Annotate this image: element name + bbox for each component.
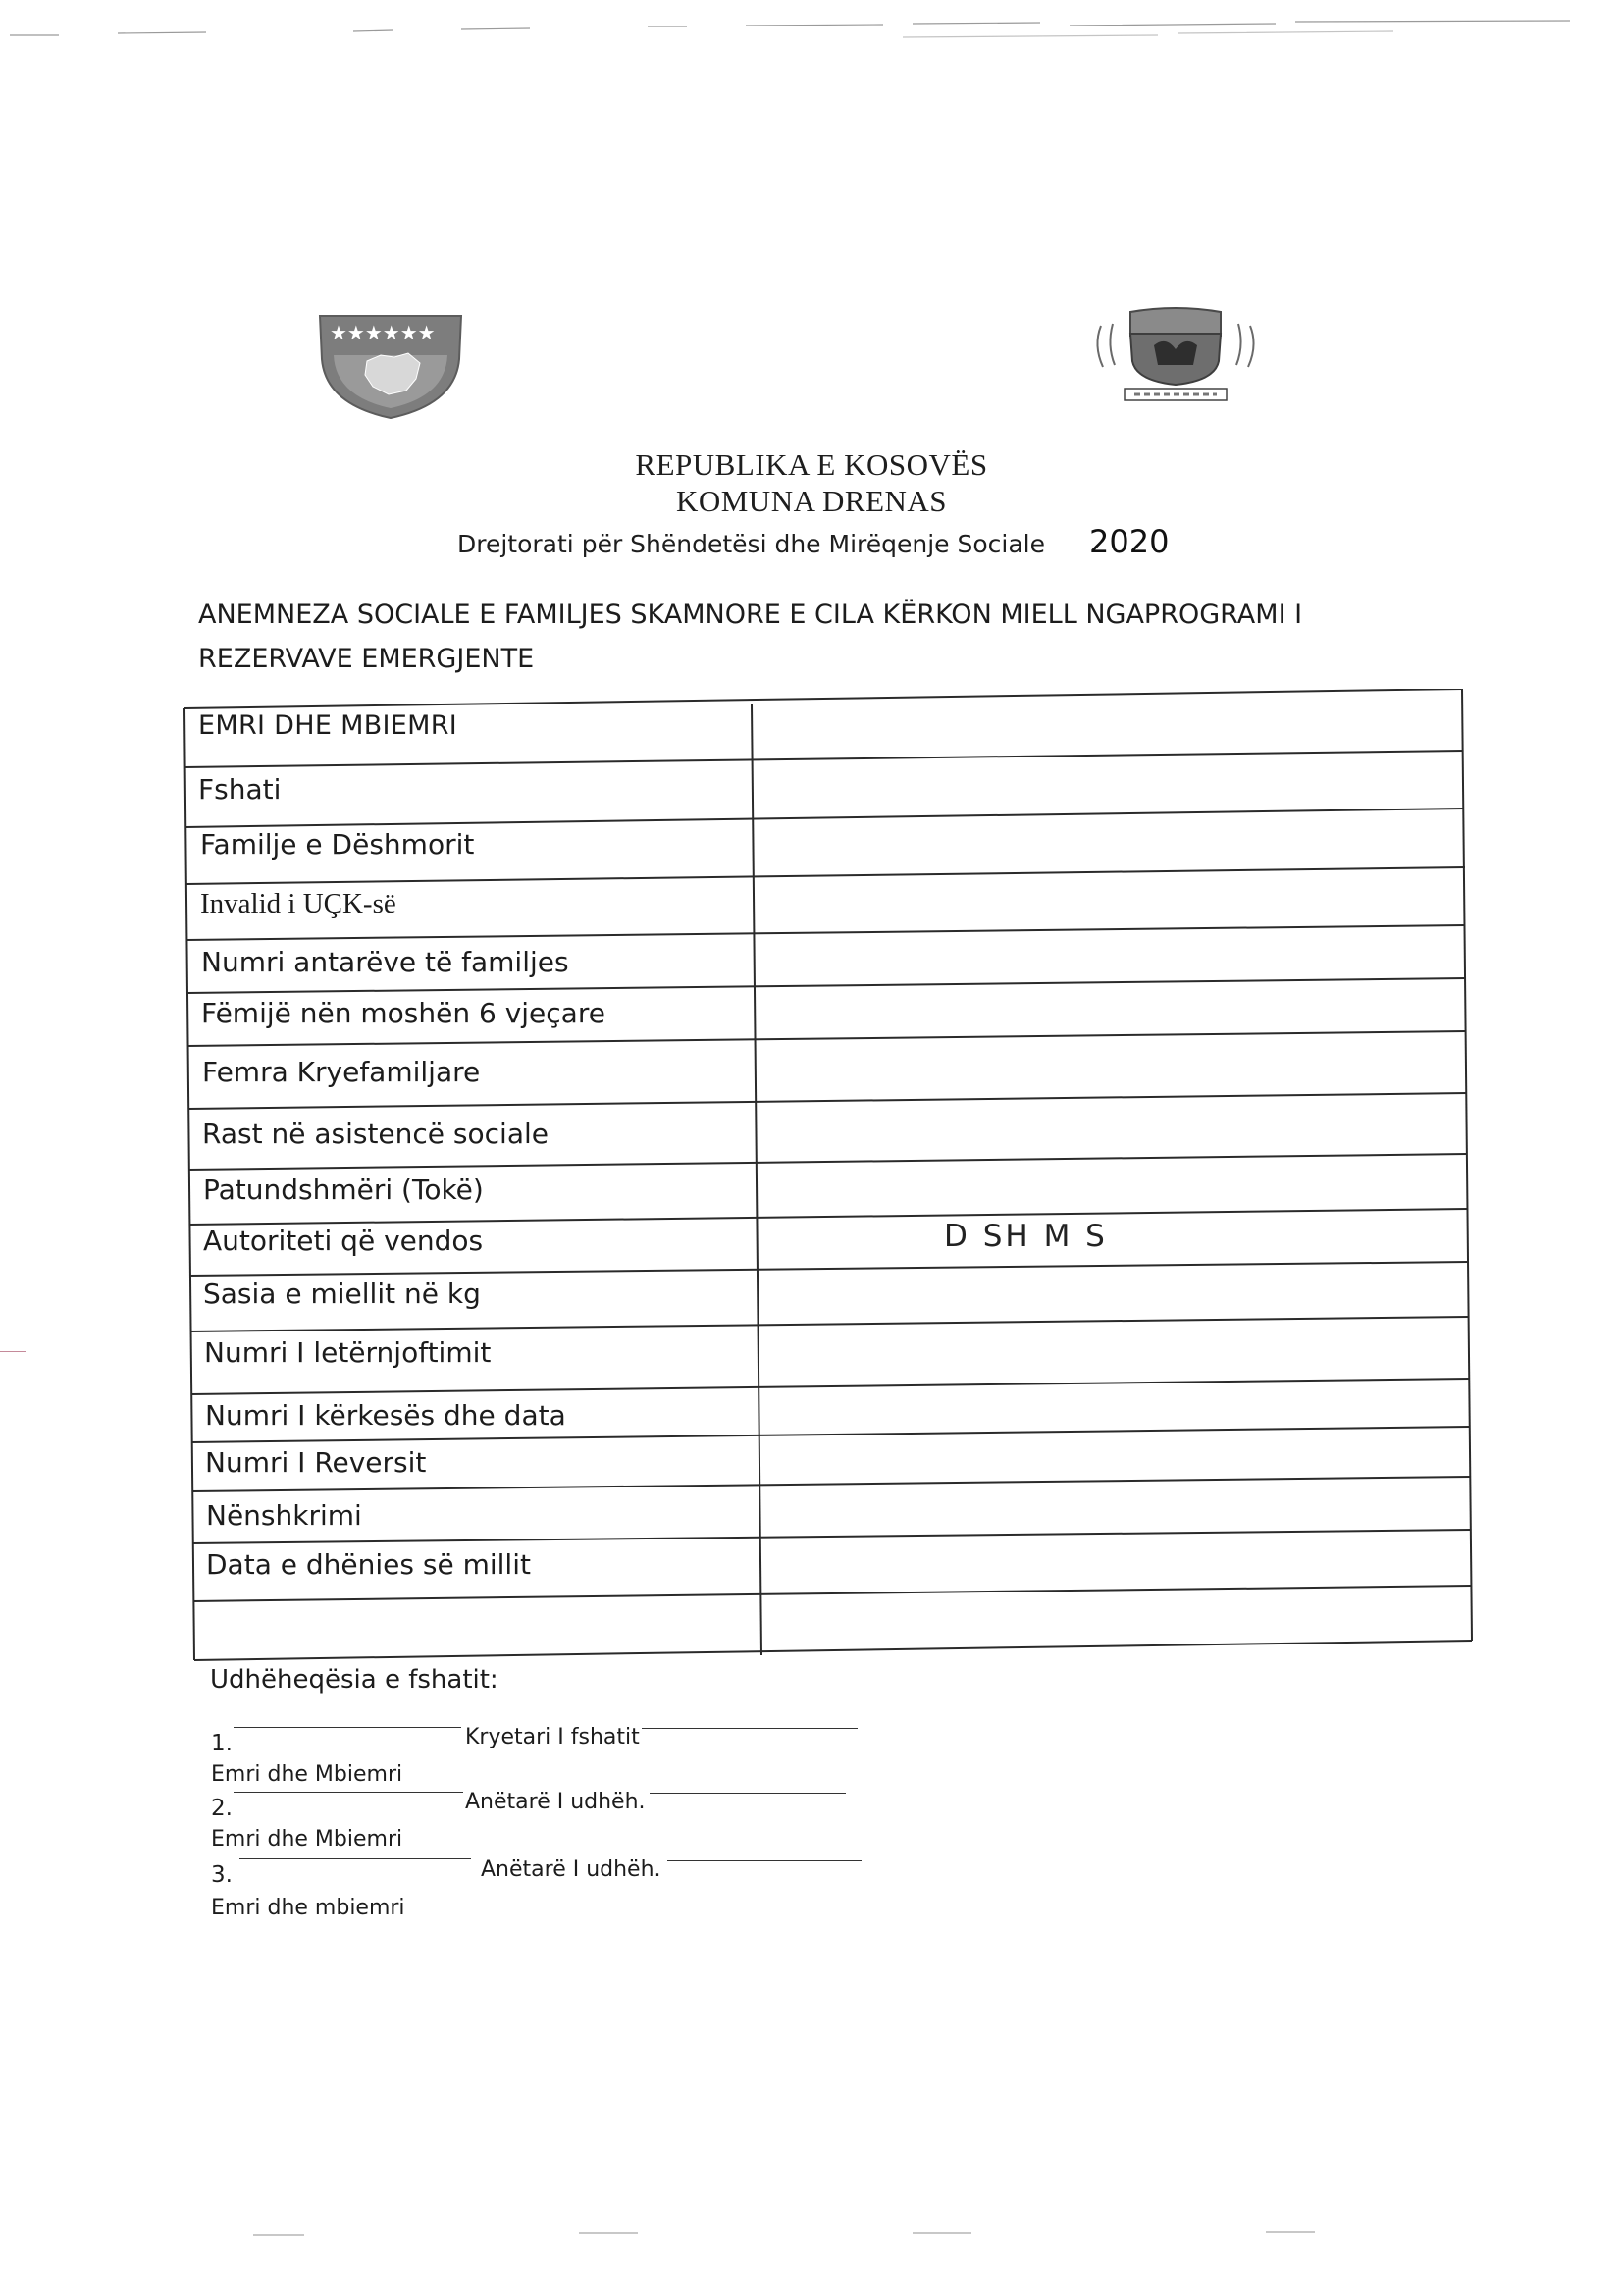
- municipality-heading: KOMUNA DRENAS: [675, 484, 948, 518]
- row-label-signature: Nënshkrimi: [206, 1499, 362, 1532]
- row-label-village: Fshati: [198, 773, 282, 806]
- form-title: [198, 593, 1376, 681]
- row-label-children-under-6: Fëmijë nën moshën 6 vjeçare: [201, 997, 605, 1029]
- row-value-deciding-authority[interactable]: D SH M S: [944, 1219, 1108, 1254]
- row-label-social-assistance: Rast në asistencë sociale: [202, 1118, 549, 1150]
- row-label-full-name: EMRI DHE MBIEMRI: [198, 710, 458, 741]
- row-label-deciding-authority: Autoriteti që vendos: [203, 1225, 484, 1257]
- signatory-3-role-line[interactable]: [667, 1860, 862, 1861]
- signatory-2-name-line[interactable]: [234, 1792, 463, 1793]
- signatory-3-name-caption: Emri dhe mbiemri: [211, 1896, 405, 1920]
- form-title-line-1: ANEMNEZA SOCIALE E FAMILJES SKAMNORE E CILA KËRKON MIELL NGAPROGRAMI I: [198, 600, 1303, 630]
- kosovo-coat-of-arms-icon: [312, 310, 469, 422]
- signatory-2-number: 2.: [211, 1796, 233, 1821]
- signatory-2-name-caption: Emri dhe Mbiemri: [211, 1827, 403, 1852]
- row-label-id-number: Numri I letërnjoftimit: [204, 1336, 492, 1369]
- signatory-1-number: 1.: [211, 1731, 233, 1756]
- signatory-1-role: Kryetari I fshatit: [465, 1725, 640, 1749]
- row-label-reversal-number: Numri I Reversit: [205, 1446, 427, 1479]
- signatory-1-name-line[interactable]: [234, 1727, 461, 1728]
- signatory-3-number: 3.: [211, 1862, 233, 1888]
- signatory-2-role: Anëtarë I udhëh.: [465, 1790, 646, 1814]
- form-year: 2020: [1089, 523, 1170, 560]
- signatory-3-role: Anëtarë I udhëh.: [481, 1857, 661, 1882]
- scan-noise-bottom: [0, 2225, 1623, 2245]
- row-label-martyr-family: Familje e Dëshmorit: [200, 828, 475, 861]
- row-label-delivery-date: Data e dhënies së millit: [206, 1548, 531, 1581]
- country-heading: REPUBLIKA E KOSOVËS: [635, 447, 988, 482]
- signatory-1-name-caption: Emri dhe Mbiemri: [211, 1762, 403, 1787]
- row-label-family-members: Numri antarëve të familjes: [201, 946, 569, 978]
- drenas-municipality-emblem-icon: [1087, 306, 1264, 404]
- margin-mark: [0, 1351, 26, 1352]
- row-label-uck-invalid: Invalid i UÇK-së: [200, 888, 396, 919]
- signatory-1-role-line[interactable]: [642, 1728, 858, 1729]
- applicant-form-table: [183, 689, 1474, 1661]
- directorate-heading: Drejtorati për Shëndetësi dhe Mirëqenje Sociale: [457, 530, 1045, 558]
- signatory-2-role-line[interactable]: [650, 1793, 846, 1794]
- row-label-flour-quantity: Sasia e miellit në kg: [203, 1278, 481, 1310]
- village-leadership-title: Udhëheqësia e fshatit:: [210, 1665, 498, 1695]
- row-label-property: Patundshmëri (Tokë): [203, 1174, 484, 1206]
- row-label-request-number-date: Numri I kërkesës dhe data: [205, 1399, 566, 1432]
- svg-text:★★★★★★: ★★★★★★: [330, 321, 436, 344]
- signatory-3-name-line[interactable]: [239, 1858, 471, 1859]
- form-title-line-2: REZERVAVE EMERGJENTE: [198, 644, 535, 674]
- row-label-female-head: Femra Kryefamiljare: [202, 1056, 481, 1088]
- scan-noise-top: [0, 14, 1623, 43]
